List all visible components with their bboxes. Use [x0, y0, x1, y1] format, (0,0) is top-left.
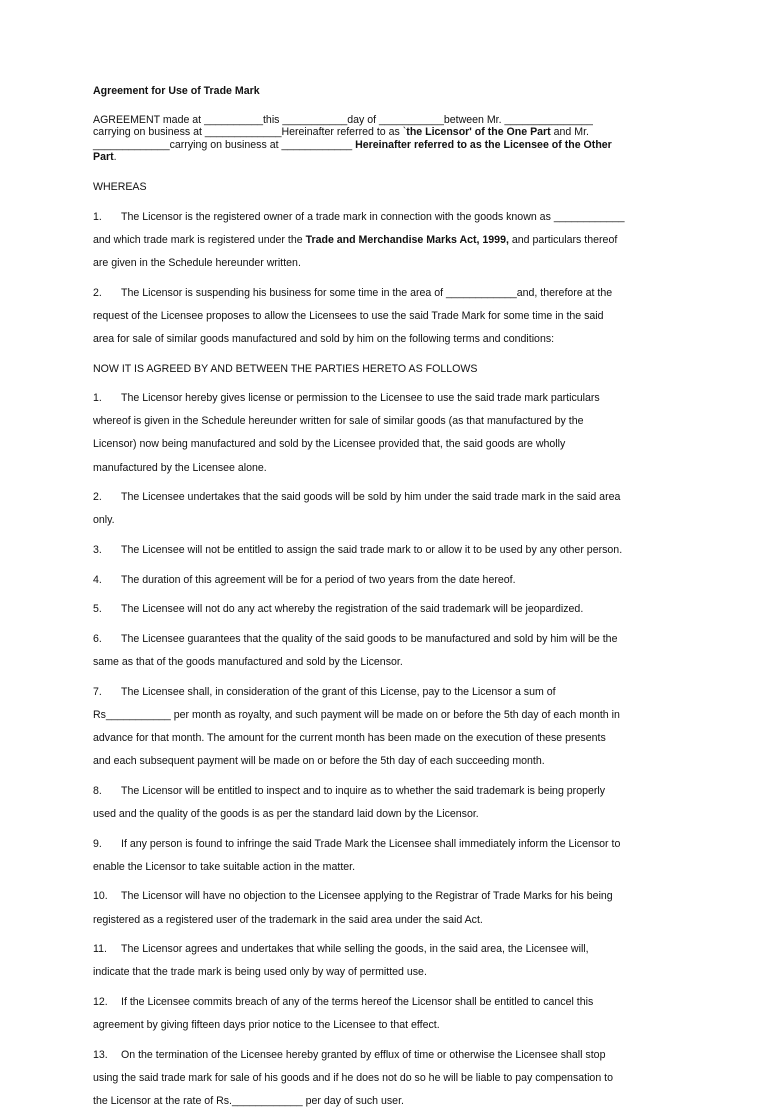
clause-number: 5.: [93, 603, 102, 616]
clause-number: 8.: [93, 784, 102, 797]
clause-line: [93, 544, 672, 557]
clause-line: and each subsequent payment will be made on or before the 5th day of each succeeding month.: [93, 755, 545, 768]
preamble-line: [93, 139, 672, 152]
clause-line: indicate that the trade mark is being used only by way of permitted use.: [93, 966, 427, 979]
preamble-bold-text: Part: [93, 151, 114, 164]
clause-line: [93, 1049, 672, 1062]
preamble-text: AGREEMENT made at __________this ___________day of ___________between Mr. _______________: [93, 113, 593, 126]
clause-line: [93, 996, 672, 1009]
clause-text: The Licensee shall, in consideration of the grant of this License, pay to the Licensor a sum of: [121, 685, 556, 698]
agreed-heading: NOW IT IS AGREED BY AND BETWEEN THE PARTIES HERETO AS FOLLOWS: [93, 362, 478, 375]
clause-line: agreement by giving fifteen days prior notice to the Licensee to that effect.: [93, 1019, 440, 1032]
recital-line: [93, 287, 672, 300]
recital-number: 2.: [93, 286, 102, 299]
clause-text: The Licensor agrees and undertakes that while selling the goods, in the said area, the Licensee will,: [121, 943, 589, 956]
clause: [93, 785, 672, 821]
preamble-line: [93, 126, 672, 139]
clause: [93, 544, 672, 557]
recital-text: The Licensor is the registered owner of a trade mark in connection with the goods known as ____________: [121, 210, 625, 223]
preamble-text: _____________carrying on business at ____________: [93, 138, 356, 151]
act-name: Trade and Merchandise Marks Act, 1999,: [305, 233, 509, 246]
clause-number: 10.: [93, 890, 108, 903]
clause-text: The Licensor will be entitled to inspect and to inquire as to whether the said trademark is being properly: [121, 784, 606, 797]
clause-number: 6.: [93, 632, 102, 645]
clause-line: whereof is given in the Schedule hereunder written for sale of similar goods (as that manufactured by the: [93, 415, 584, 428]
clause-line: [93, 890, 672, 903]
recital-text: and particulars thereof: [508, 233, 618, 246]
clause-line: the Licensor at the rate of Rs.____________ per day of such user.: [93, 1095, 404, 1108]
clause-line: advance for that month. The amount for the current month has been made on the execution of these presents: [93, 731, 606, 744]
recital-line: are given in the Schedule hereunder written.: [93, 256, 301, 269]
clause: [93, 633, 672, 669]
clause-number: 7.: [93, 685, 102, 698]
clauses-list: [93, 392, 672, 1108]
recital-line: [93, 234, 672, 247]
preamble-text: carrying on business at _____________Hereinafter referred to as `: [93, 126, 407, 139]
recital-line: request of the Licensee proposes to allow the Licensees to use the said Trade Mark for some time in the said: [93, 309, 604, 322]
clause-line: only.: [93, 514, 115, 527]
clause-number: 4.: [93, 573, 102, 586]
clause: [93, 996, 672, 1032]
clause-line: Licensor) now being manufactured and sold by the Licensee provided that, the said goods are wholly: [93, 438, 566, 451]
recital-text: and which trade mark is registered under the: [93, 233, 306, 246]
recital-text: The Licensor is suspending his business for some time in the area of ____________and, therefore at the: [121, 286, 613, 299]
preamble-line: [93, 151, 672, 164]
clause: [93, 603, 672, 616]
clause-line: [93, 785, 672, 798]
clause: [93, 392, 672, 474]
clause-line: registered as a registered user of the trademark in the said area under the said Act.: [93, 913, 483, 926]
clause-text: The Licensor hereby gives license or permission to the Licensee to use the said trade mark particulars: [121, 392, 600, 405]
preamble-line: [93, 114, 672, 127]
clause-line: enable the Licensor to take suitable action in the matter.: [93, 860, 356, 873]
clause-line: [93, 603, 672, 616]
clause: [93, 491, 672, 527]
clause-text: The Licensee undertakes that the said goods will be sold by him under the said trade mark in the said area: [121, 491, 621, 504]
clause-line: [93, 633, 672, 646]
clause-text: On the termination of the Licensee hereby granted by efflux of time or otherwise the Licensee shall stop: [121, 1048, 606, 1061]
recital-line: area for sale of similar goods manufactured and sold by him on the following terms and conditions:: [93, 332, 555, 345]
clause-line: manufactured by the Licensee alone.: [93, 461, 267, 474]
preamble-bold-text: Hereinafter referred to as the Licensee of the Other: [355, 138, 612, 151]
document-title: Agreement for Use of Trade Mark: [93, 85, 260, 97]
preamble-paragraph: [93, 114, 672, 164]
clause-text: The Licensee will not be entitled to assign the said trade mark to or allow it to be used by any other person.: [121, 544, 623, 557]
clause-number: 1.: [93, 392, 102, 405]
clause-number: 9.: [93, 837, 102, 850]
clause-line: Rs___________ per month as royalty, and such payment will be made on or before the 5th day of each month in: [93, 708, 620, 721]
preamble-bold-text: the Licensor' of the One Part: [406, 126, 551, 139]
recital-2: [93, 287, 672, 346]
preamble-text: and Mr.: [550, 126, 589, 139]
clause-line: used and the quality of the goods is as per the standard laid down by the Licensor.: [93, 807, 479, 820]
clause-number: 3.: [93, 544, 102, 557]
clause: [93, 1049, 672, 1108]
clause: [93, 574, 672, 587]
clause: [93, 838, 672, 874]
clause-number: 12.: [93, 995, 108, 1008]
clause-line: [93, 838, 672, 851]
clause: [93, 686, 672, 768]
clause-line: [93, 686, 672, 699]
clause-number: 2.: [93, 491, 102, 504]
clause-line: [93, 574, 672, 587]
clause: [93, 890, 672, 926]
clause-number: 13.: [93, 1048, 108, 1061]
clause-number: 11.: [93, 943, 107, 956]
clause-line: [93, 491, 672, 504]
clause-text: If any person is found to infringe the said Trade Mark the Licensee shall immediately inform the Licensor to: [121, 837, 621, 850]
clause-line: [93, 392, 672, 405]
clause-text: If the Licensee commits breach of any of the terms hereof the Licensor shall be entitled to cancel this: [121, 995, 594, 1008]
clause: [93, 943, 672, 979]
preamble-text: .: [113, 151, 117, 164]
recital-number: 1.: [93, 210, 102, 223]
clause-text: The duration of this agreement will be for a period of two years from the date hereof.: [121, 573, 516, 586]
clause-line: [93, 943, 672, 956]
recital-line: [93, 211, 672, 224]
clause-text: The Licensee guarantees that the quality of the said goods to be manufactured and sold by him will be the: [121, 632, 618, 645]
clause-line: using the said trade mark for sale of his goods and if he does not do so he will be liable to pay compensation to: [93, 1071, 613, 1084]
clause-text: The Licensee will not do any act whereby the registration of the said trademark will be jeopardized.: [121, 603, 584, 616]
whereas-heading: WHEREAS: [93, 180, 147, 193]
recital-1: [93, 211, 672, 270]
clause-line: same as that of the goods manufactured and sold by the Licensor.: [93, 656, 403, 668]
clause-text: The Licensor will have no objection to the Licensee applying to the Registrar of Trade Marks for his being: [121, 890, 613, 903]
